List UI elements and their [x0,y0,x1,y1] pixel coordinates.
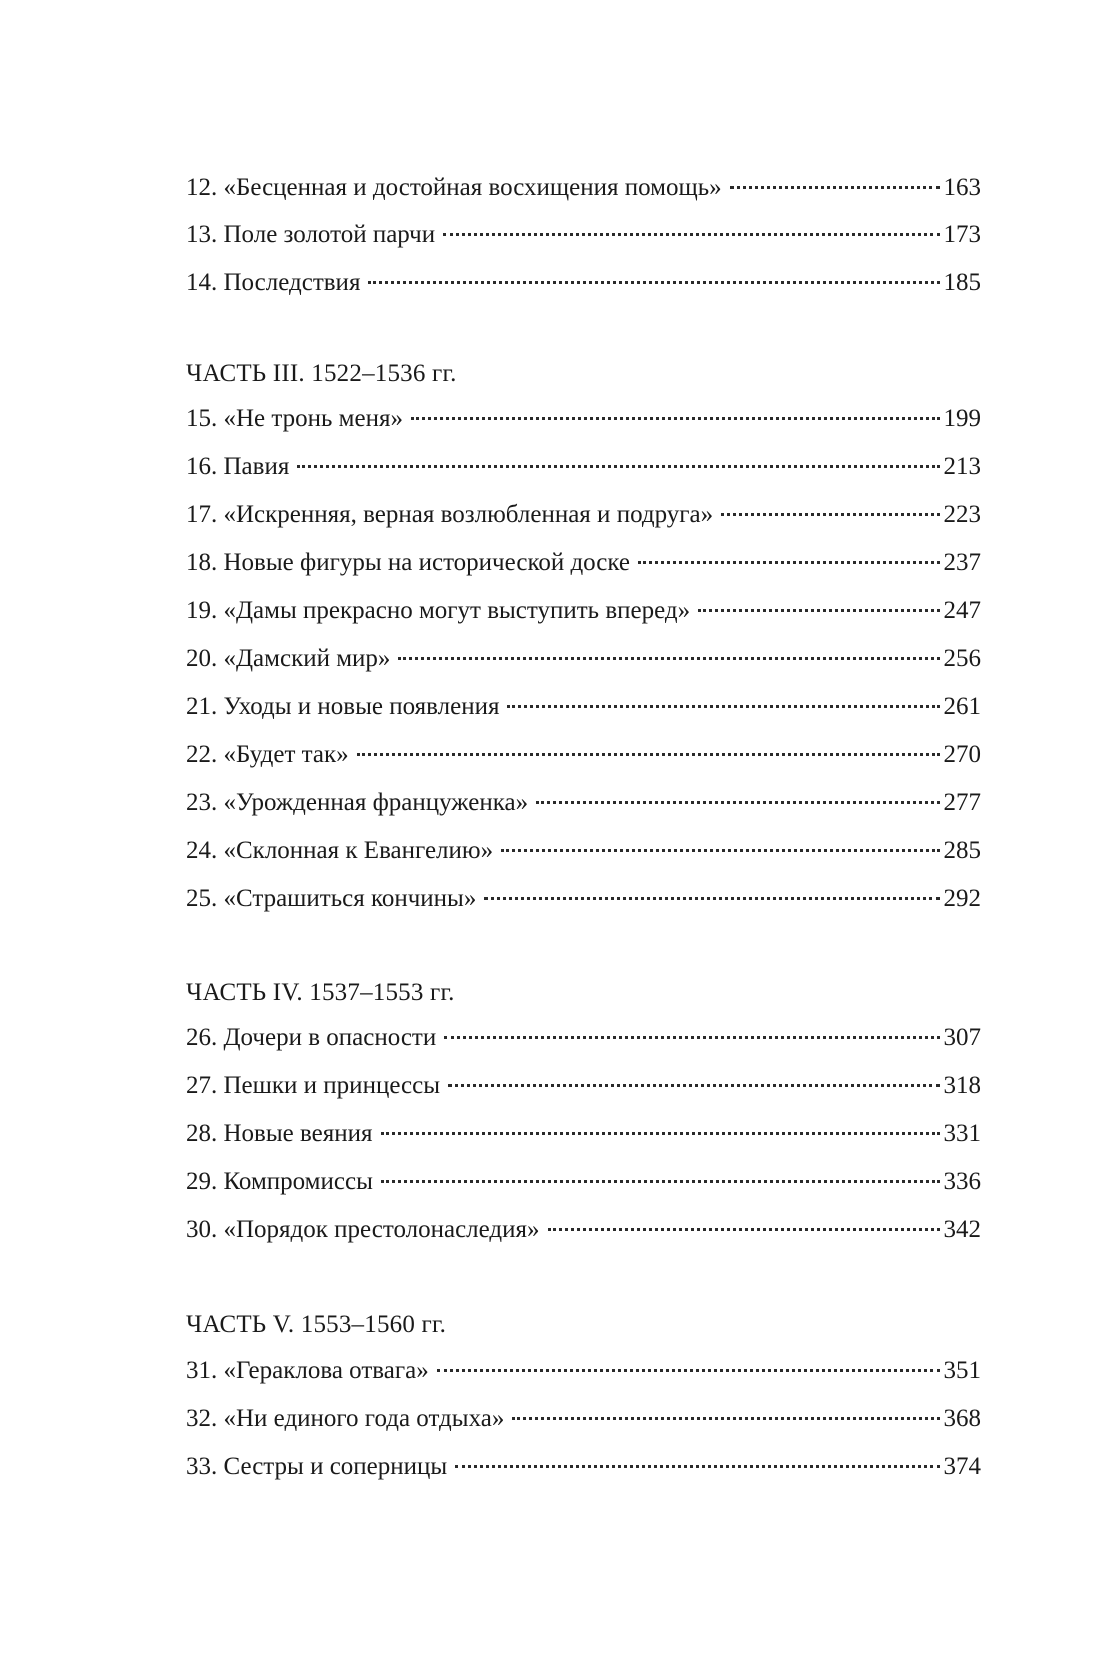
toc-entry-page: 368 [943,1405,981,1432]
toc-dot-leader [381,1132,940,1135]
toc-entry [186,1116,981,1152]
toc-entry-page: 285 [943,837,981,864]
part-heading: ЧАСТЬ V. 1553–1560 гг. [186,1311,447,1338]
toc-entry [186,265,981,301]
toc-dot-leader [484,897,939,900]
toc-entry-title: 27. Пешки и принцессы [186,1072,441,1099]
toc-dot-leader [512,1417,939,1420]
toc-entry-title: 31. «Гераклова отвага» [186,1357,429,1384]
toc-dot-leader [381,1180,940,1183]
toc-entry [186,217,981,253]
toc-entry [186,1449,981,1485]
toc-entry-title: 16. Павия [186,453,290,480]
toc-entry-title: 25. «Страшиться кончины» [186,885,477,912]
toc-entry [186,1068,981,1104]
toc-dot-leader [411,417,940,420]
toc-entry-title: 30. «Порядок престолонаследия» [186,1216,540,1243]
toc-dot-leader [368,281,939,284]
toc-entry-title: 22. «Будет так» [186,741,349,768]
toc-dot-leader [548,1228,940,1231]
toc-entry [186,401,981,437]
toc-entry-page: 331 [943,1120,981,1147]
toc-entry-page: 307 [943,1024,981,1051]
toc-dot-leader [437,1369,940,1372]
toc-entry [186,497,981,533]
toc-entry [186,641,981,677]
toc-entry-title: 33. Сестры и соперницы [186,1453,448,1480]
toc-entry-page: 223 [943,501,981,528]
toc-entry-title: 21. Уходы и новые появления [186,693,500,720]
toc-entry [186,1164,981,1200]
toc-entry-title: 18. Новые фигуры на исторической доске [186,549,631,576]
toc-entry [186,833,981,869]
toc-entry [186,545,981,581]
toc-entry-page: 292 [943,885,981,912]
toc-entry-page: 199 [943,405,981,432]
part-heading: ЧАСТЬ IV. 1537–1553 гг. [186,979,455,1006]
toc-entry-title: 23. «Урожденная француженка» [186,789,529,816]
toc-entry-title: 29. Компромиссы [186,1168,373,1195]
toc-dot-leader [536,801,939,804]
toc-entry [186,449,981,485]
toc-dot-leader [357,753,940,756]
toc-dot-leader [698,609,939,612]
toc-dot-leader [444,1036,939,1039]
toc-entry-title: 15. «Не тронь меня» [186,405,403,432]
toc-entry-title: 28. Новые веяния [186,1120,373,1147]
toc-entry-title: 14. Последствия [186,269,361,296]
toc-entry-page: 237 [943,549,981,576]
toc-entry-page: 351 [943,1357,981,1384]
toc-entry-page: 256 [943,645,981,672]
toc-entry-title: 32. «Ни единого года отдыха» [186,1405,505,1432]
toc-entry-title: 24. «Склонная к Евангелию» [186,837,494,864]
toc-entry [186,785,981,821]
toc-entry-page: 185 [943,269,981,296]
toc-dot-leader [297,465,939,468]
toc-entry-page: 374 [943,1453,981,1480]
toc-entry-title: 13. Поле золотой парчи [186,221,436,248]
toc-dot-leader [455,1465,939,1468]
toc-entry-page: 247 [943,597,981,624]
toc-entry-page: 342 [943,1216,981,1243]
toc-entry-page: 213 [943,453,981,480]
part-heading: ЧАСТЬ III. 1522–1536 гг. [186,360,457,387]
toc-entry-title: 20. «Дамский мир» [186,645,391,672]
toc-entry-page: 336 [943,1168,981,1195]
toc-entry-page: 270 [943,741,981,768]
toc-entry [186,881,981,917]
toc-entry-page: 173 [943,221,981,248]
toc-entry [186,593,981,629]
toc-dot-leader [443,233,939,236]
toc-dot-leader [721,513,939,516]
toc-dot-leader [448,1084,939,1087]
toc-entry [186,689,981,725]
toc-entry-page: 277 [943,789,981,816]
toc-entry [186,1212,981,1248]
toc-entry-title: 12. «Бесценная и достойная восхищения помощь» [186,174,722,201]
toc-entry-title: 26. Дочери в опасности [186,1024,437,1051]
toc-dot-leader [398,657,939,660]
toc-dot-leader [507,705,939,708]
toc-entry-page: 318 [943,1072,981,1099]
toc-entry-page: 261 [943,693,981,720]
toc-dot-leader [638,561,939,564]
toc-entry-title: 19. «Дамы прекрасно могут выступить вперед» [186,597,691,624]
toc-entry [186,737,981,773]
toc-dot-leader [730,186,940,189]
toc-entry-title: 17. «Искренняя, верная возлюбленная и подруга» [186,501,714,528]
toc-entry [186,1401,981,1437]
toc-dot-leader [501,849,939,852]
toc-entry [186,1353,981,1389]
toc-entry-page: 163 [943,174,981,201]
toc-entry [186,170,981,206]
toc-entry [186,1020,981,1056]
